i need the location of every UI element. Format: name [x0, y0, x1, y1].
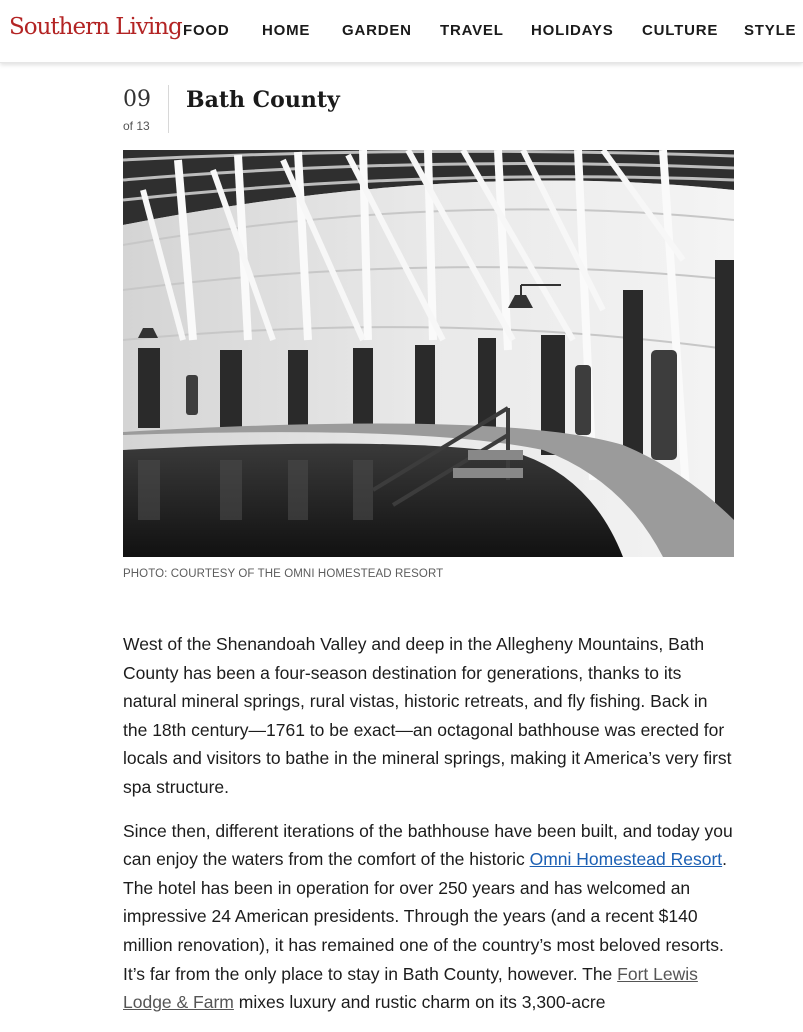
article-body [123, 630, 735, 1032]
paragraph-2-text-b: . The hotel has been in operation for over 250 years and has welcomed an impressive 24 American presidents. Through the years (and a recent $140 million renovation), it has remained one of the country’s most beloved resorts. It’s far from the only place to stay in Bath County, however. The [123, 849, 728, 984]
slide-header-divider [168, 85, 169, 133]
photo-credit: PHOTO: COURTESY OF THE OMNI HOMESTEAD RESORT [123, 568, 444, 580]
bathhouse-photo [123, 150, 734, 557]
paragraph-2-text-c: mixes luxury and rustic charm on its 3,300-acre [233, 992, 606, 1013]
nav-item-culture[interactable]: CULTURE [642, 22, 719, 39]
fort-lewis-lodge-link[interactable]: Fort Lewis Lodge & Farm [123, 963, 698, 1013]
nav-item-home[interactable]: HOME [262, 22, 311, 39]
article-paragraph-2 [123, 817, 735, 1017]
paragraph-2-text-a: Since then, different iterations of the bathhouse have been built, and today you can enjoy the waters from the comfort of the historic [123, 820, 733, 870]
site-header [0, 0, 803, 63]
nav-item-food[interactable]: FOOD [183, 22, 230, 39]
slide-total: of 13 [123, 119, 150, 133]
nav-item-garden[interactable]: GARDEN [342, 22, 412, 39]
article-paragraph-1: West of the Shenandoah Valley and deep in the Allegheny Mountains, Bath County has been a four-season destination for generations, thanks to its natural mineral springs, rural vistas, historic retreats, and fly fishing. Back in the 18th century—1761 to be exact—an octagonal bathhouse was erected for locals and visitors to bathe in the mineral springs, making it America’s very first spa structure. [123, 634, 732, 797]
slide-title: Bath County [186, 87, 340, 113]
slide-number: 09 [123, 87, 151, 112]
omni-homestead-resort-link[interactable]: Omni Homestead Resort [529, 849, 723, 870]
nav-item-holidays[interactable]: HOLIDAYS [531, 22, 614, 39]
nav-item-travel[interactable]: TRAVEL [440, 22, 504, 39]
site-logo[interactable]: Southern Living [9, 14, 182, 40]
nav-item-style[interactable]: STYLE [744, 22, 797, 39]
